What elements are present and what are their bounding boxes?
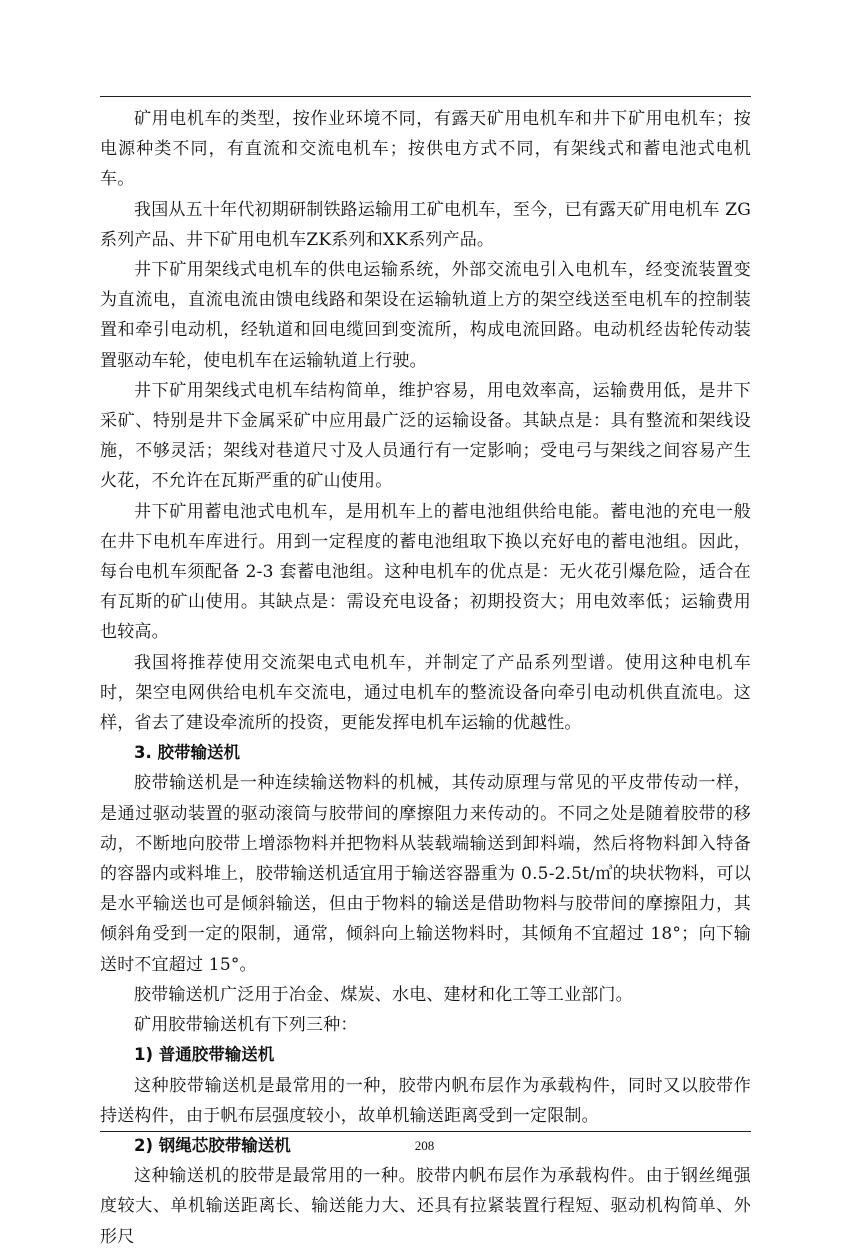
paragraph: 矿用电机车的类型，按作业环境不同，有露天矿用电机车和井下矿用电机车；按电源种类不同，有直流和交流电机车；按供电方式不同，有架线式和蓄电池式电机车。 — [100, 109, 751, 190]
footer-rule — [100, 1131, 751, 1132]
paragraph: 我国从五十年代初期研制铁路运输用工矿电机车，至今，已有露天矿用电机车 ZG 系列产品、井下矿用电机车ZK系列和XK系列产品。 — [100, 199, 751, 250]
section-heading: 3. 胶带输送机 — [134, 743, 240, 763]
document-body — [100, 104, 751, 1252]
subsection-heading: 2) 钢绳芯胶带输送机 — [134, 1135, 291, 1155]
paragraph: 这种胶带输送机是最常用的一种，胶带内帆布层作为承载构件，同时又以胶带作持送构件，由于帆布层强度较小，故单机输送距离受到一定限制。 — [100, 1075, 751, 1126]
paragraph: 我国将推荐使用交流架电式电机车，并制定了产品系列型谱。使用这种电机车时，架空电网供给电机车交流电，通过电机车的整流设备向牵引电动机供直流电。这样，省去了建设牵流所的投资，更能发挥电机车运输的优越性。 — [100, 652, 751, 734]
paragraph: 这种输送机的胶带是最常用的一种。胶带内帆布层作为承载构件。由于钢丝绳强度较大、单机输送距离长、输送能力大、还具有拉紧装置行程短、驱动机构简单、外形尺 — [100, 1166, 751, 1247]
paragraph: 胶带输送机是一种连续输送物料的机械，其传动原理与常见的平皮带传动一样，是通过驱动装置的驱动滚筒与胶带间的摩擦阻力来传动的。不同之处是随着胶带的移动，不断地向胶带上增添物料并把物料从装载端输送到卸料端，然后将物料卸入特备的容器内或料堆上，胶带输送机适宜用于输送容器重为 0.5-2.5t/㎥的块状物料，可以是水平输送也可是倾斜输送，但由于物料的输送是借助物料与胶带间的摩擦阻力，其倾斜角受到一定的限制，通常，倾斜向上输送物料时，其倾角不宜超过 18°；向下输送时不宜超过 15°。 — [100, 773, 751, 975]
paragraph: 井下矿用架线式电机车的供电运输系统，外部交流电引入电机车，经变流装置变为直流电，直流电流由馈电线路和架设在运输轨道上方的架空线送至电机车的控制装置和牵引电动机，经轨道和回电缆回到变流所，构成电流回路。电动机经齿轮传动装置驱动车轮，使电机车在运输轨道上行驶。 — [100, 260, 751, 371]
header-rule — [100, 96, 751, 97]
paragraph: 井下矿用蓄电池式电机车，是用机车上的蓄电池组供给电能。蓄电池的充电一般在井下电机车库进行。用到一定程度的蓄电池组取下换以充好电的蓄电池组。因此，每台电机车须配备 2-3 套蓄电池组。这种电机车的优点是：无火花引爆危险，适合在有瓦斯的矿山使用。其缺点是：需设充电设备；初期投资大；用电效率低；运输费用也较高。 — [100, 501, 751, 643]
paragraph: 胶带输送机广泛用于冶金、煤炭、水电、建材和化工等工业部门。 — [134, 984, 633, 1005]
subsection-heading: 1) 普通胶带输送机 — [134, 1045, 275, 1065]
page-number: 208 — [414, 1138, 435, 1153]
paragraph: 井下矿用架线式电机车结构简单，维护容易，用电效率高，运输费用低，是井下采矿、特别是井下金属采矿中应用最广泛的运输设备。其缺点是：具有整流和架线设施，不够灵活；架线对巷道尺寸及人员通行有一定影响；受电弓与架线之间容易产生火花，不允许在瓦斯严重的矿山使用。 — [100, 380, 751, 492]
paragraph: 矿用胶带输送机有下列三种： — [134, 1015, 358, 1036]
